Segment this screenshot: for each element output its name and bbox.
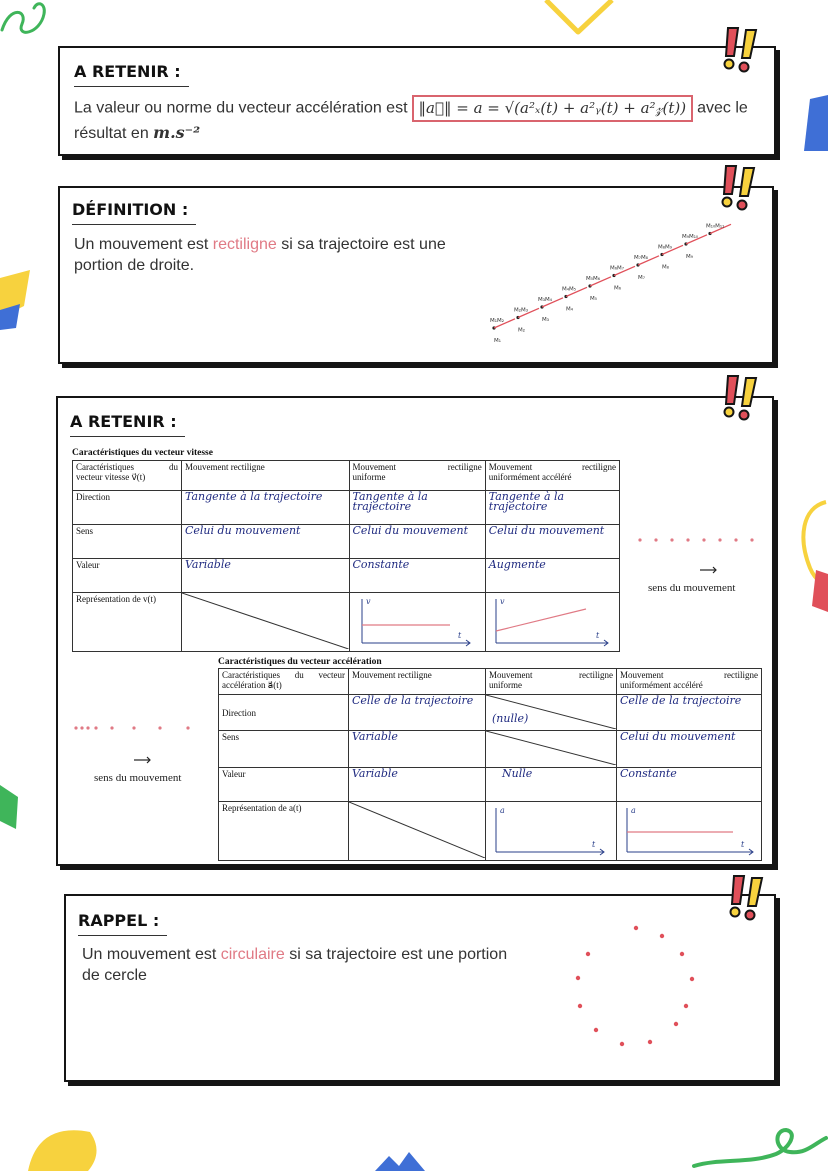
row-label: Sens: [219, 731, 349, 768]
header-cell: [486, 669, 617, 695]
handwritten-cell: Tangente à la trajectoire: [485, 491, 619, 525]
graph-cell: [486, 802, 617, 861]
header-text: rectiligne: [579, 670, 613, 680]
table2-title: Caractéristiques du vecteur accélération: [218, 657, 382, 667]
motion-dots-illustration: [636, 536, 756, 586]
header-text: rectiligne: [582, 462, 616, 472]
text-after-formula: avec le: [697, 99, 748, 117]
vector-label: M₅M₆: [586, 276, 600, 282]
header-text: Mouvement: [488, 462, 533, 472]
header-text: vecteur: [318, 670, 345, 680]
table-row: [219, 731, 762, 768]
double-exclamation-icon: [718, 26, 764, 74]
vector-label: M₆M₇: [610, 265, 624, 272]
card-a-retenir-acceleration: [58, 46, 776, 156]
point-label: M₇: [638, 275, 645, 281]
text-line-2: résultat en: [74, 125, 149, 142]
axis-label-v: v: [365, 597, 371, 606]
table-row: [73, 461, 620, 491]
diagonal-strike: [486, 731, 616, 765]
green-shape-left: [0, 785, 20, 830]
header-text: Caractéristiques: [222, 670, 280, 680]
table-row: [73, 491, 620, 525]
header-text: du: [294, 670, 304, 680]
row-label: Valeur: [219, 768, 349, 802]
card-title: A RETENIR :: [70, 412, 177, 431]
handwritten-cell: Tangente à la trajectoire: [181, 491, 349, 525]
side-label-direction: sens du mouvement: [94, 772, 182, 784]
header-text: Caractéristiques: [76, 462, 134, 472]
vector-label: M₂M₃: [514, 307, 528, 314]
handwritten-cell: Celle de la trajectoire: [617, 695, 762, 731]
handwritten-cell: Variable: [349, 768, 486, 802]
crossed-out-cell: [349, 802, 486, 861]
header-text: accélération a⃗(t): [222, 680, 282, 690]
card-a-retenir-tables: [56, 396, 774, 866]
highlight-circulaire: circulaire: [220, 946, 285, 963]
velocity-table: [72, 460, 620, 652]
graph-cell: [485, 593, 619, 652]
table-row: [73, 525, 620, 559]
header-cell: [349, 669, 486, 695]
struck-cell: [486, 695, 617, 731]
card-body-text: [74, 95, 764, 144]
handwritten-cell: Variable: [349, 731, 486, 768]
text-line-2: portion de droite.: [74, 257, 195, 274]
table-row: [219, 695, 762, 731]
acceleration-table: [218, 668, 762, 861]
row-label: Représentation de a(t): [219, 802, 349, 861]
crossed-out-cell: [486, 731, 617, 768]
velocity-graph-increasing: [486, 593, 618, 649]
header-cell: [73, 461, 182, 491]
yellow-shape-left: [0, 270, 34, 330]
text-before-highlight: Un mouvement est: [74, 236, 209, 253]
graph-cell: [617, 802, 762, 861]
handwritten-cell: Constante: [617, 768, 762, 802]
table-row: [219, 802, 762, 861]
handwritten-cell: Augmente: [485, 559, 619, 593]
point-label: M₆: [614, 285, 621, 292]
handwritten-cell: Celui du mouvement: [181, 525, 349, 559]
acceleration-norm-formula: ‖a⃗‖ = a = √(a²ₓ(t) + a²ᵧ(t) + a²𝓏(t)): [412, 95, 694, 122]
row-label: Valeur: [73, 559, 182, 593]
handwritten-cell: Constante: [349, 559, 485, 593]
point-label: M₃: [542, 317, 549, 323]
axis-label-t: t: [595, 631, 599, 640]
row-label: Direction: [219, 695, 349, 731]
double-exclamation-icon: [718, 374, 764, 422]
axis-label-t: t: [592, 840, 596, 849]
text-after-highlight: si sa trajectoire est une: [281, 236, 446, 253]
unit-label: m.s⁻²: [153, 123, 201, 142]
header-cell: [617, 669, 762, 695]
green-squiggle-bottom-right: [690, 1118, 828, 1171]
vector-label: M₁M₂: [490, 318, 504, 324]
handwritten-cell: Tangente à la trajectoire: [349, 491, 485, 525]
double-exclamation-icon: [716, 164, 762, 212]
handwritten-cell: Celui du mouvement: [485, 525, 619, 559]
handwritten-cell: Variable: [181, 559, 349, 593]
point-label: M₂: [518, 327, 525, 334]
point-label: M₈: [662, 264, 669, 271]
header-text: uniformément accéléré: [620, 680, 703, 690]
header-text: rectiligne: [447, 462, 482, 472]
card-body-text: [82, 944, 552, 986]
header-text: Mouvement: [352, 462, 397, 472]
table-row: [73, 593, 620, 652]
red-shape-right: [812, 570, 828, 615]
axis-label-t: t: [741, 840, 745, 849]
axis-label-t: t: [457, 631, 461, 640]
vector-label: M₉M₁₀: [682, 234, 699, 240]
card-rappel-circulaire: [64, 894, 776, 1082]
yellow-half-circle-bottom-left: [28, 1122, 100, 1171]
graph-cell: [349, 593, 485, 652]
text-line-2: de cercle: [82, 967, 147, 984]
row-label: Sens: [73, 525, 182, 559]
header-text: uniformément accéléré: [488, 472, 572, 482]
header-cell: [181, 461, 349, 491]
header-cell: [349, 461, 485, 491]
axis-label-a: a: [631, 806, 636, 815]
blue-parallelogram-right: [800, 95, 828, 155]
row-label: Représentation de v(t): [73, 593, 182, 652]
text-after-highlight: si sa trajectoire est une portion: [289, 946, 508, 963]
highlight-rectiligne: rectiligne: [212, 236, 277, 253]
axis-label-a: a: [500, 806, 505, 815]
blue-mountains-bottom: [375, 1150, 435, 1171]
header-text: uniforme: [489, 680, 522, 690]
header-text: Mouvement: [489, 670, 533, 680]
header-text: vecteur vitesse v⃗(t): [76, 472, 146, 482]
header-cell: [485, 461, 619, 491]
card-body-text: [74, 234, 494, 276]
velocity-graph-constant: [350, 593, 484, 649]
card-title: DÉFINITION :: [72, 200, 189, 219]
point-label: M₄: [566, 306, 573, 313]
circular-motion-dots: [566, 916, 706, 1056]
vector-label: M₇M₈: [634, 255, 648, 261]
green-squiggle-top-left: [0, 0, 60, 45]
vector-label: M₃M₄: [538, 297, 552, 303]
header-text: rectiligne: [724, 670, 758, 680]
card-title: RAPPEL :: [78, 911, 160, 930]
header-cell: [219, 669, 349, 695]
handwritten-cell: Nulle: [486, 768, 617, 802]
diagonal-strike: [182, 593, 349, 649]
double-exclamation-icon: [724, 874, 770, 922]
header-text: du: [168, 462, 178, 472]
acceleration-graph-constant: [617, 802, 761, 858]
acceleration-graph-zero: [486, 802, 616, 858]
header-text: uniforme: [352, 472, 386, 482]
side-label-direction: sens du mouvement: [648, 582, 736, 594]
vector-label: M₄M₅: [562, 286, 576, 293]
vector-label: M₈M₉: [658, 244, 672, 251]
handwritten-cell: Celui du mouvement: [617, 731, 762, 768]
point-label: M₅: [590, 296, 597, 302]
table-row: [219, 768, 762, 802]
vector-label: M₁₀M₁₁: [706, 223, 725, 230]
header-text: Mouvement rectiligne: [184, 462, 265, 472]
row-label: Direction: [73, 491, 182, 525]
rectilinear-motion-diagram: [480, 216, 760, 356]
text-before-highlight: Un mouvement est: [82, 946, 217, 963]
diagonal-strike: [349, 802, 485, 858]
handwritten-cell: Celui du mouvement: [349, 525, 485, 559]
handwritten-cell: (nulle): [492, 712, 529, 725]
increasing-velocity-line: [496, 609, 586, 631]
point-label: M₉: [686, 254, 693, 260]
yellow-triangle-outline-top: [540, 0, 620, 40]
text-before-formula: La valeur ou norme du vecteur accélération est: [74, 99, 408, 117]
handwritten-cell: Celle de la trajectoire: [349, 695, 486, 731]
header-text: Mouvement: [620, 670, 664, 680]
axis-label-v: v: [499, 597, 505, 606]
table-row: [219, 669, 762, 695]
point-label: M₁: [494, 338, 501, 344]
table1-title: Caractéristiques du vecteur vitesse: [72, 448, 213, 458]
motion-dots-illustration: [72, 724, 192, 768]
card-definition-rectiligne: [58, 186, 774, 364]
card-title: A RETENIR :: [74, 62, 181, 81]
header-text: Mouvement rectiligne: [352, 670, 432, 680]
crossed-out-cell: [181, 593, 349, 652]
table-row: [73, 559, 620, 593]
